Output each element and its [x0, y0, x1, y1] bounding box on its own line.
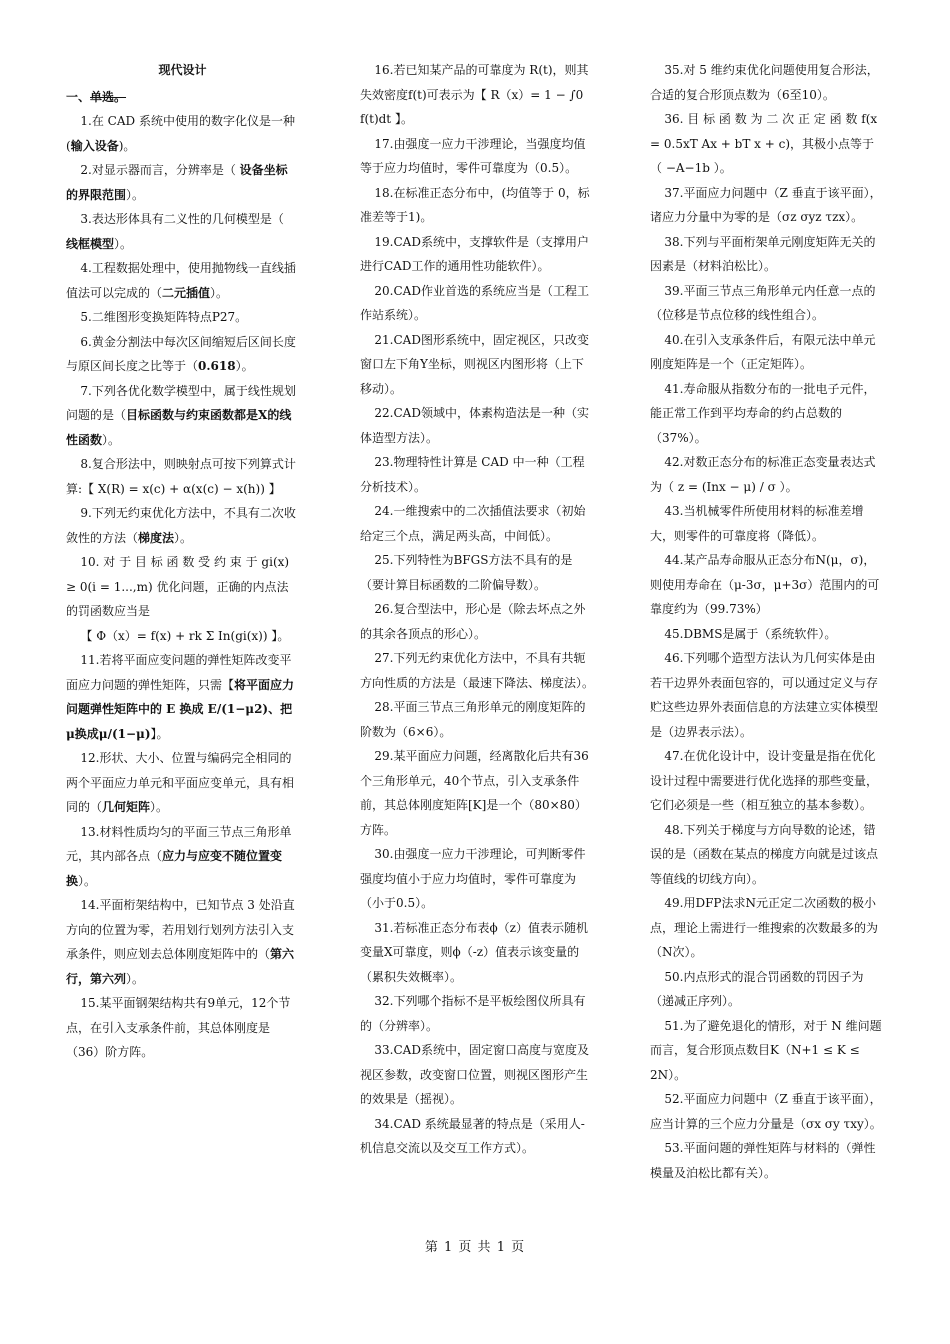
question-text: 15.某平面钢架结构共有9单元，12个节点，在引入支承条件前，其总体刚度是（36）阶方阵。 — [66, 996, 291, 1059]
question-item: 30.由强度一应力干涉理论，可判断零件强度均值小于应力均值时，零件可靠度为（小于0.5）。 — [360, 847, 586, 910]
answer-text: 几何矩阵 — [102, 800, 151, 814]
question-item — [66, 550, 299, 624]
question-item: 17.由强度一应力干涉理论，当强度均值等于应力均值时，零件可靠度为（0.5）。 — [360, 136, 586, 175]
question-item: 28.平面三节点三角形单元的刚度矩阵的阶数为（6×6）。 — [360, 700, 586, 739]
question-suffix: 】。 — [150, 726, 169, 741]
answer-text: 梯度法 — [138, 530, 175, 545]
answer-text: 二元插值 — [162, 285, 211, 300]
question-item: 41.寿命服从指数分布的一批电子元件，能正常工作到平均寿命的约占总数的（37%）。 — [650, 381, 876, 445]
question-item: 42.对数正态分布的标准正态变量表达式为（ z = (Inx − μ) / σ ）。 — [650, 455, 876, 494]
question-item — [66, 820, 299, 894]
question-item: 37.平面应力问题中（Z 垂直于该平面），诸应力分量中为零的是（σz σyz τzx）。 — [650, 185, 882, 224]
question-list-3 — [650, 58, 885, 1185]
question-text: 1.在 CAD 系统中使用的数字化仪是一种( — [66, 114, 295, 153]
question-text: 13.材料性质均匀的平面三节点三角形单元，其内部各点（ — [66, 824, 292, 863]
question-text: 6.黄金分割法中每次区间缩短后区间长度与原区间长度之比等于（ — [66, 334, 296, 373]
question-item — [66, 624, 299, 649]
question-suffix: ）。 — [114, 236, 133, 251]
question-item — [66, 893, 299, 991]
question-item — [66, 379, 299, 453]
column-2 — [360, 58, 594, 1161]
answer-text: 目标函数与约束函数都是X的线性函数 — [66, 408, 292, 447]
answer-text: 设备坐标的界限范围 — [66, 163, 288, 202]
question-item: 38.下列与平面桁架单元刚度矩阵无关的因素是（材料泊松比）。 — [650, 234, 876, 273]
question-item — [66, 501, 299, 550]
question-text: 12.形状、大小、位置与编码完全相同的两个平面应力单元和平面应变单元，具有相同的（ — [66, 751, 295, 814]
question-text: 8.复合形法中，则映射点可按下列算式计算:【 X(R) = x(c) + α(x(c) − x(h)) 】 — [66, 457, 296, 496]
question-item: 18.在标准正态分布中，(均值等于 0，标准差等于1)。 — [360, 185, 590, 224]
question-item — [66, 109, 299, 158]
question-suffix: ）。 — [210, 285, 229, 300]
question-item: 31.若标准正态分布表ϕ（z）值表示随机变量X可靠度，则ϕ（-z）值表示该变量的（累积失效概率）。 — [360, 920, 588, 984]
question-item: 52.平面应力问题中（Z 垂直于该平面），应当计算的三个应力分量是（σx σy τxy）。 — [650, 1092, 882, 1131]
question-item: 25.下列特性为BFGS方法不具有的是（要计算目标函数的二阶偏导数）。 — [360, 553, 573, 592]
page-footer: 第 1 页 共 1 页 — [424, 1240, 526, 1255]
question-suffix: ）。 — [174, 530, 193, 545]
question-text: 11.若将平面应变问题的弹性矩阵改变平面应力问题的弹性矩阵，只需【 — [66, 653, 292, 692]
question-item: 43.当机械零件所使用材料的标准差增大，则零件的可靠度将（降低）。 — [650, 504, 864, 543]
question-item: 34.CAD 系统最显著的特点是（采用人-机信息交流以及交互工作方式）。 — [360, 1116, 585, 1155]
question-item: 19.CAD系统中，支撑软件是（支撑用户进行CAD工作的通用性功能软件）。 — [360, 234, 589, 273]
question-item: 29.某平面应力问题，经离散化后共有36个三角形单元，40个节点，引入支承条件前，其总体刚度矩阵[K]是一个（80×80）方阵。 — [360, 749, 589, 837]
question-text: 9.下列无约束优化方法中，不具有二次收敛性的方法（ — [66, 506, 296, 545]
question-item: 36. 目 标 函 数 为 二 次 正 定 函 数 f(x = 0.5xT Ax + bT x + c)，其极小点等于（ −A−1b ）。 — [650, 112, 878, 175]
question-item: 47.在优化设计中，设计变量是指在优化设计过程中需要进行优化选择的那些变量，它们必须是一些（相互独立的基本参数）。 — [650, 749, 879, 812]
question-item: 24.一维搜索中的二次插值法要求（初始给定三个点，满足两头高，中间低）。 — [360, 504, 586, 543]
question-text: 7.下列各优化数学模型中，属于线性规划问题的是（ — [66, 383, 296, 422]
column-3 — [650, 58, 885, 1185]
question-item: 39.平面三节点三角形单元内任意一点的（位移是节点位移的线性组合）。 — [650, 283, 876, 322]
question-item — [66, 330, 299, 379]
question-item: 27.下列无约束优化方法中，不具有共轭方向性质的方法是（最速下降法、梯度法）。 — [360, 651, 595, 690]
answer-text: 第六行，第六列 — [66, 947, 295, 986]
question-item — [66, 648, 299, 746]
question-item: 16.若已知某产品的可靠度为 R(t)，则其失效密度f(t)可表示为【 R（x）= 1 − ∫0 f(t)dt 】。 — [360, 63, 589, 126]
question-suffix: ）。 — [102, 432, 121, 447]
question-item — [66, 207, 299, 256]
question-item: 21.CAD图形系统中，固定视区，只改变窗口左下角Y坐标，则视区内图形将（上下移动）。 — [360, 332, 589, 396]
question-item: 23.物理特性计算是 CAD 中一种（工程分析技术）。 — [360, 455, 585, 494]
question-item — [66, 452, 299, 501]
section-heading — [66, 85, 299, 110]
question-item: 46.下列哪个造型方法认为几何实体是由若干边界外表面包容的，可以通过定义与存贮这些边界外表面信息的方法建立实体模型是（边界表示法）。 — [650, 651, 879, 739]
question-item: 22.CAD领域中，体素构造法是一种（实体造型方法）。 — [360, 406, 589, 445]
question-item: 51.为了避免退化的情形，对于 N 维问题而言，复合形顶点数目K（N+1 ≤ K ≤ 2N）。 — [650, 1018, 882, 1082]
question-item: 35.对 5 维约束优化问题使用复合形法，合适的复合形顶点数为（6至10）。 — [650, 63, 879, 102]
question-suffix: ）。 — [78, 873, 97, 888]
question-item: 48.下列关于梯度与方向导数的论述，错误的是（函数在某点的梯度方向就是过该点等值线的切线方向）。 — [650, 822, 879, 886]
question-suffix: ）。 — [126, 187, 145, 202]
page-title: 现代设计 — [158, 63, 207, 77]
question-item — [66, 305, 299, 330]
question-list-1 — [66, 109, 299, 1065]
question-suffix: )。 — [118, 138, 136, 153]
answer-text: 线框模型 — [66, 236, 115, 251]
question-item: 26.复合型法中，形心是（除去坏点之外的其余各顶点的形心）。 — [360, 602, 586, 641]
section-prefix: 一、 — [66, 89, 91, 104]
question-item: 45.DBMS是属于（系统软件）。 — [664, 626, 837, 641]
question-suffix: ）。 — [150, 800, 169, 814]
question-item — [66, 746, 299, 820]
question-text: 5.二维图形变换矩阵特点P27。 — [80, 310, 248, 324]
question-item — [66, 991, 299, 1065]
question-item — [66, 158, 299, 207]
section-label: 单选。 — [90, 89, 127, 104]
question-item: 20.CAD作业首选的系统应当是（工程工作站系统）。 — [360, 283, 589, 322]
answer-text: 应力与应变不随位置变换 — [66, 849, 283, 888]
question-text: 4.工程数据处理中，使用抛物线一直线插值法可以完成的（ — [66, 261, 296, 300]
question-item: 44.某产品寿命服从正态分布N(μ，σ)，则使用寿命在（μ-3σ，μ+3σ）范围内的可靠度约为（99.73%） — [650, 553, 880, 616]
question-suffix: ）。 — [126, 971, 145, 986]
question-text: 3.表达形体具有二义性的几何模型是（ — [80, 212, 284, 226]
question-item: 33.CAD系统中，固定窗口高度与宽度及视区参数，改变窗口位置，则视区图形产生的效果是（摇视）。 — [360, 1043, 589, 1106]
question-text: 14.平面桁架结构中，已知节点 3 处沿直方向的位置为零，若用划行划列方法引入支承条件，则应划去总体刚度矩阵中的（ — [66, 898, 295, 961]
question-suffix: ）。 — [235, 359, 254, 373]
answer-text: 0.618 — [198, 359, 236, 373]
question-item: 32.下列哪个指标不是平板绘图仪所具有的（分辨率）。 — [360, 994, 586, 1033]
answer-text: 输入设备 — [70, 138, 119, 153]
question-text: 【 Φ（x）= f(x) + rk Σ In(gi(x)) 】。 — [80, 628, 290, 643]
column-1 — [66, 58, 299, 1065]
question-item — [66, 256, 299, 305]
question-text: 10. 对 于 目 标 函 数 受 约 束 于 gi(x) ≥ 0(i = 1...,m) 优化问题，正确的内点法的罚函数应当是 — [66, 555, 290, 618]
question-item: 49.用DFP法求N元正定二次函数的极小点，理论上需进行一维搜索的次数最多的为（N次）。 — [650, 896, 879, 959]
question-text: 2.对显示器而言，分辨率是（ — [80, 163, 240, 177]
question-item: 53.平面问题的弹性矩阵与材料的（弹性模量及泊松比都有关）。 — [650, 1141, 876, 1180]
question-item: 50.内点形式的混合罚函数的罚因子为（递减正序列）。 — [650, 969, 864, 1008]
answer-text: 将平面应力问题弹性矩阵中的 E 换成 E/(1−μ2)、把μ换成μ/(1−μ) — [66, 677, 295, 741]
question-item: 40.在引入支承条件后，有限元法中单元刚度矩阵是一个（正定矩阵）。 — [650, 332, 876, 371]
question-list-2 — [360, 58, 594, 1161]
